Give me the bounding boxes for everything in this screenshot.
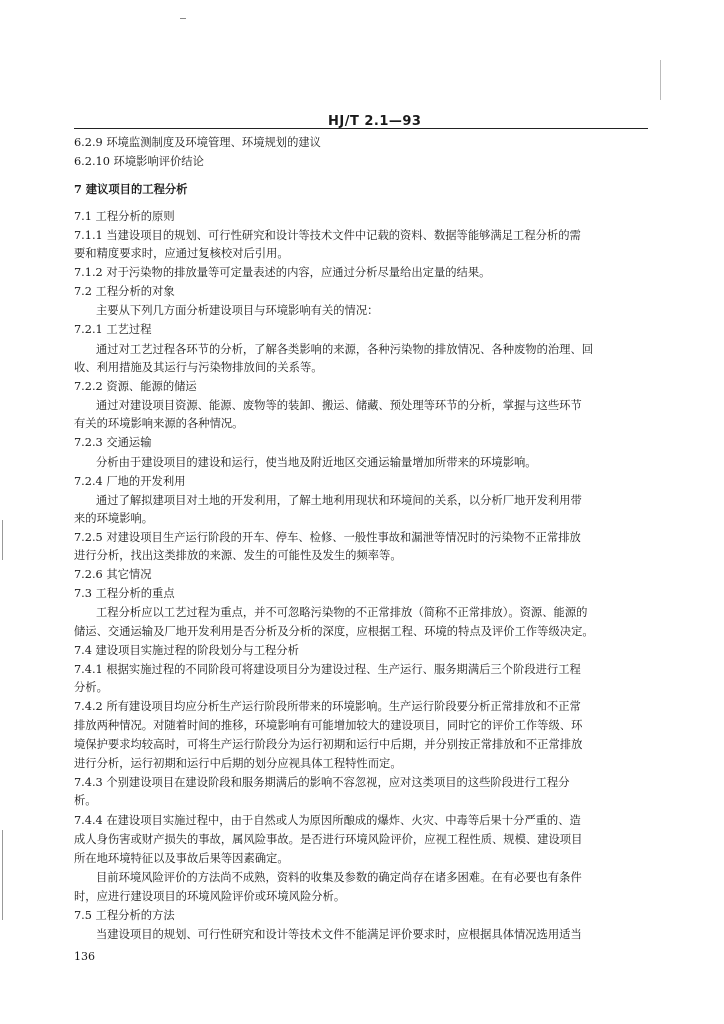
text-line: 储运、交通运输及厂地开发利用是否分析及分析的深度，应根据工程、环境的特点及评价工作等级决定。 [74,625,594,638]
text-line: 7.4.3 个别建设项目在建设阶段和服务期满后的影响不容忽视，应对这类项目的这些阶段进行工程分 [74,776,570,789]
text-line: 来的环境影响。 [74,512,154,525]
text-line: 6.2.9 环境监测制度及环境管理、环境规划的建议 [74,136,321,149]
text-line: 当建设项目的规划、可行性研究和设计等技术文件不能满足评价要求时，应根据具体情况选用适当 [96,928,582,941]
page-number: 136 [74,950,95,963]
text-line: 7.4 建设项目实施过程的阶段划分与工程分析 [74,644,299,657]
scan-speck [660,60,661,100]
text-line: 7 建议项目的工程分析 [74,182,188,196]
scan-speck [180,18,186,19]
text-line: 7.2.1 工艺过程 [74,323,152,336]
text-line: 工程分析应以工艺过程为重点，并不可忽略污染物的不正常排放（简称不正常排放）。资源、能源的 [96,606,588,619]
text-line: 主要从下列几方面分析建设项目与环境影响有关的情况： [96,304,379,317]
scan-speck [2,520,3,560]
text-line: 进行分析，运行初期和运行中后期的划分应视具体工程特性而定。 [74,757,402,770]
text-line: 7.2.2 资源、能源的储运 [74,380,197,393]
text-line: 7.5 工程分析的方法 [74,909,175,922]
text-line: 要和精度要求时，应通过复核校对后引用。 [74,247,289,260]
text-line: 成人身伤害或财产损失的事故，属风险事故。是否进行环境风险评价，应视工程性质、规模、建设项目 [74,833,583,846]
text-line: 6.2.10 环境影响评价结论 [74,155,204,168]
text-line: 进行分析，找出这类排放的来源、发生的可能性及发生的频率等。 [74,549,402,562]
text-line: 7.4.2 所有建设项目均应分析生产运行阶段所带来的环境影响。生产运行阶段要分析正常排放和不正常 [74,700,581,713]
text-line: 所在地环境特征以及事故后果等因素确定。 [74,852,289,865]
text-line: 7.4.4 在建设项目实施过程中，由于自然或人为原因所酿成的爆炸、火灾、中毒等后果十分严重的、造 [74,814,581,827]
text-line: 析。 [74,794,97,807]
text-line: 目前环境风险评价的方法尚不成熟，资料的收集及参数的确定尚存在诸多困难。在有必要也有条件 [96,871,582,884]
text-line: 7.2.5 对建设项目生产运行阶段的开车、停车、检修、一般性事故和漏泄等情况时的污染物不正常排放 [74,531,581,544]
text-line: 时，应进行建设项目的环境风险评价或环境风险分析。 [74,890,346,903]
text-line: 通过对工艺过程各环节的分析，了解各类影响的来源，各种污染物的排放情况、各种废物的治理、回 [96,343,594,356]
text-line: 7.2.4 厂地的开发利用 [74,475,186,488]
header-rule [74,128,648,129]
text-line: 通过对建设项目资源、能源、废物等的装卸、搬运、储藏、预处理等环节的分析，掌握与这些环节 [96,399,582,412]
text-line: 收、利用措施及其运行与污染物排放间的关系等。 [74,361,323,374]
scan-speck [2,830,3,920]
text-line: 分析。 [74,681,108,694]
text-line: 7.1.2 对于污染物的排放量等可定量表述的内容，应通过分析尽量给出定量的结果。 [74,266,491,279]
text-line: 7.4.1 根据实施过程的不同阶段可将建设项目分为建设过程、生产运行、服务期满后三个阶段进行工程 [74,663,581,676]
text-line: 境保护要求均较高时，可将生产运行阶段分为运行初期和运行中后期，并分别按正常排放和不正常排放 [74,738,583,751]
text-line: 7.2.3 交通运输 [74,436,152,449]
text-line: 7.1 工程分析的原则 [74,210,175,223]
text-line: 7.2.6 其它情况 [74,568,152,581]
text-line: 7.1.1 当建设项目的规划、可行性研究和设计等技术文件中记载的资料、数据等能够满足工程分析的需 [74,229,581,242]
text-line: 分析由于建设项目的建设和运行，使当地及附近地区交通运输量增加所带来的环境影响。 [96,456,537,469]
text-line: 7.2 工程分析的对象 [74,285,175,298]
text-line: 通过了解拟建项目对土地的开发利用，了解土地利用现状和环境间的关系，以分析厂地开发利用带 [96,494,582,507]
text-line: 有关的环境影响来源的各种情况。 [74,417,244,430]
text-line: 7.3 工程分析的重点 [74,587,175,600]
text-line: 排放两种情况。对随着时间的推移，环境影响有可能增加较大的建设项目，同时它的评价工作等级、环 [74,719,583,732]
standard-code: HJ/T 2.1—93 [328,114,422,129]
